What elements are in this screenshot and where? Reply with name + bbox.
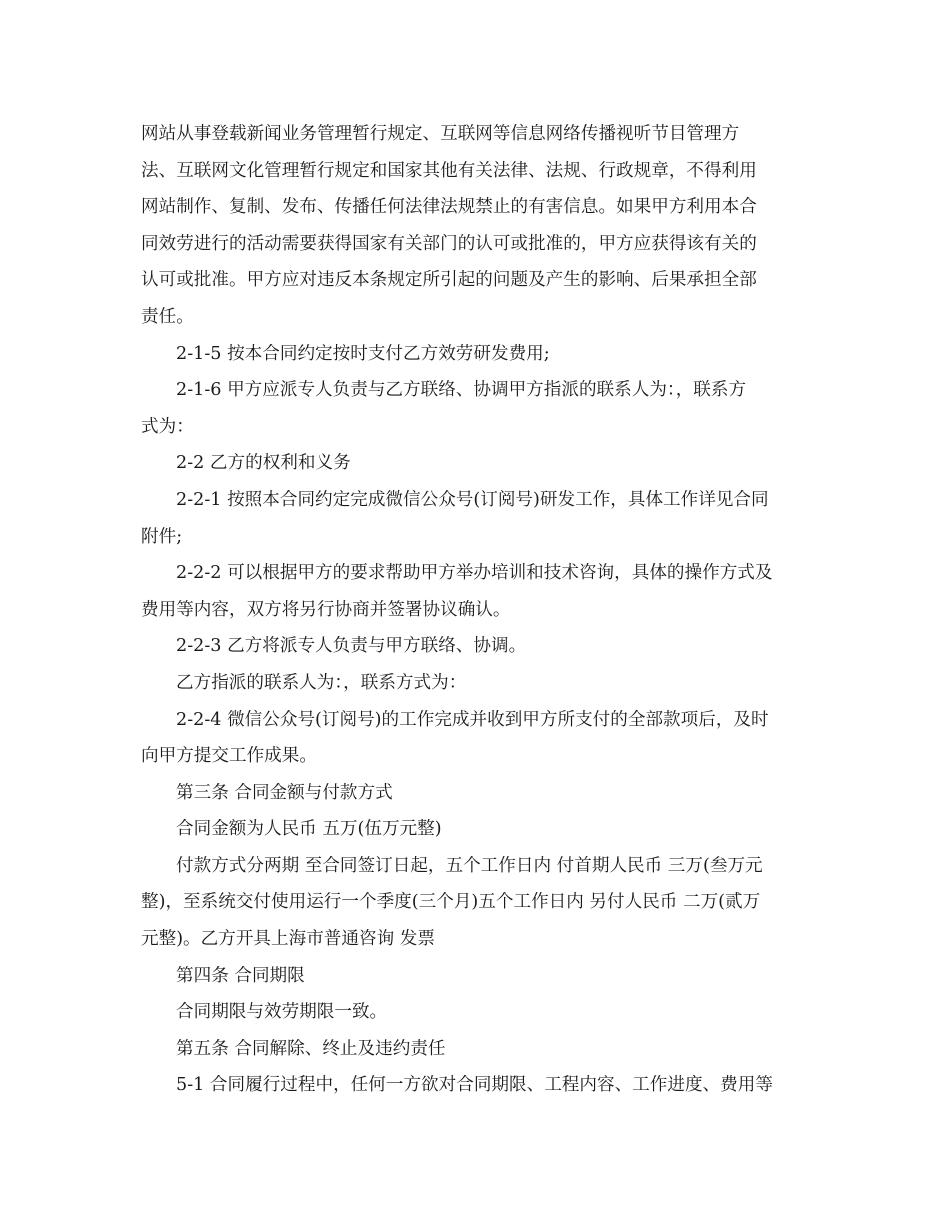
document-line: 2-2-3 乙方将派专人负责与甲方联络、协调。: [176, 636, 527, 657]
document-line: 合同期限与效劳期限一致。: [176, 1002, 388, 1023]
document-line: 2-1-6 甲方应派专人负责与乙方联络、协调甲方指派的联系人为：，联系方: [176, 380, 747, 401]
document-line: 2-2-1 按照本合同约定完成微信公众号(订阅号)研发工作，具体工作详见合同: [176, 489, 769, 510]
document-line: 付款方式分两期 至合同签订日起，五个工作日内 付首期人民币 三万(叁万元: [176, 855, 763, 876]
document-line: 第四条 合同期限: [176, 965, 305, 986]
document-line: 同效劳进行的活动需要获得国家有关部门的认可或批准的，甲方应获得该有关的: [141, 233, 757, 254]
document-line: 附件;: [141, 526, 183, 547]
document-line: 第五条 合同解除、终止及违约责任: [176, 1038, 446, 1059]
document-line: 费用等内容，双方将另行协商并签署协议确认。: [141, 599, 511, 620]
document-line: 整)，至系统交付使用运行一个季度(三个月)五个工作日内 另付人民币 二万(贰万: [141, 892, 761, 913]
document-line: 责任。: [141, 306, 194, 327]
document-line: 网站从事登载新闻业务管理暂行规定、互联网等信息网络传播视听节目管理方: [141, 124, 740, 144]
document-line: 2-2 乙方的权利和义务: [176, 453, 351, 474]
document-line: 式为：: [141, 416, 194, 437]
document-line: 法、互联网文化管理暂行规定和国家其他有关法律、法规、行政规章，不得利用: [141, 160, 757, 181]
document-line: 5-1 合同履行过程中，任何一方欲对合同期限、工程内容、工作进度、费用等: [176, 1075, 773, 1096]
document-line: 认可或批准。甲方应对违反本条规定所引起的问题及产生的影响、后果承担全部: [141, 270, 757, 291]
document-line: 乙方指派的联系人为：，联系方式为：: [176, 672, 467, 693]
document-line: 向甲方提交工作成果。: [141, 746, 317, 767]
document-line: 2-2-2 可以根据甲方的要求帮助甲方举办培训和技术咨询，具体的操作方式及: [176, 563, 773, 584]
document-body: [141, 116, 821, 1104]
document-line: 2-1-5 按本合同约定按时支付乙方效劳研发费用;: [176, 343, 550, 364]
document-line: 网站制作、复制、发布、传播任何法律法规禁止的有害信息。如果甲方利用本合: [141, 197, 757, 218]
document-line: 2-2-4 微信公众号(订阅号)的工作完成并收到甲方所支付的全部款项后，及时: [176, 709, 769, 730]
document-line: 合同金额为人民币 五万(伍万元整): [176, 819, 442, 840]
document-line: 第三条 合同金额与付款方式: [176, 782, 393, 803]
document-line: 元整)。乙方开具上海市普通咨询 发票: [141, 929, 435, 950]
